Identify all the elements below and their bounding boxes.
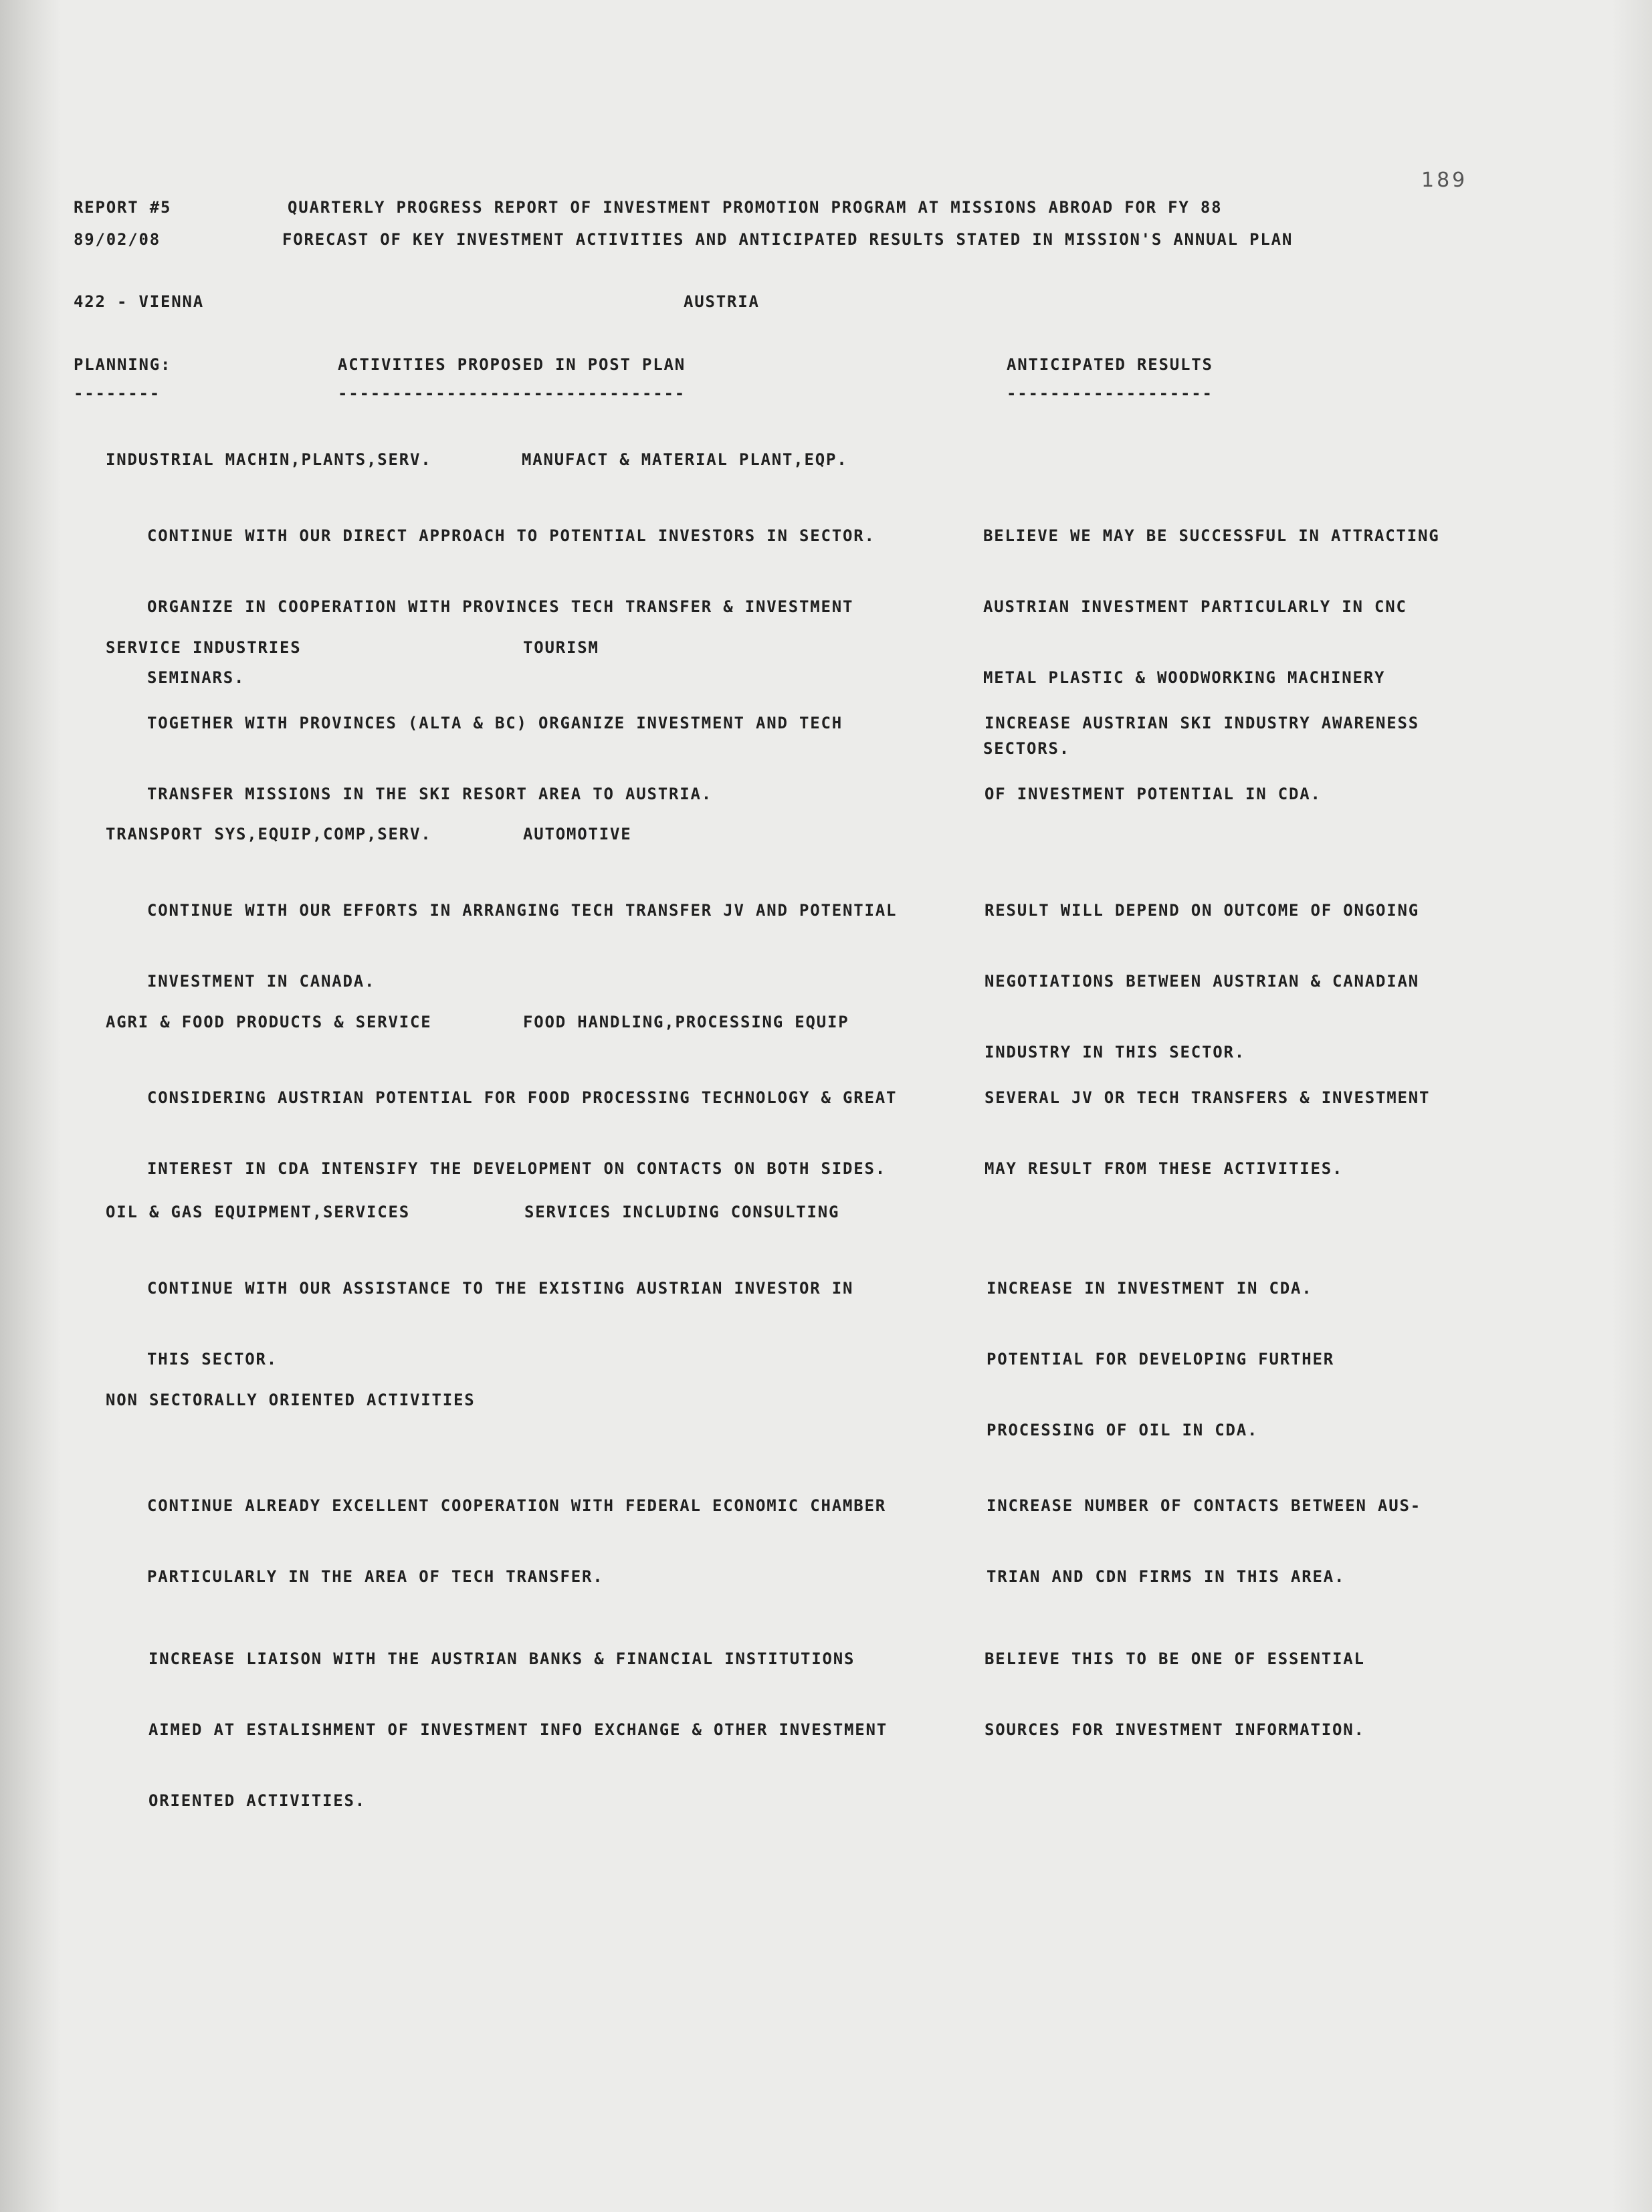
- activity-line: PARTICULARLY IN THE AREA OF TECH TRANSFER.: [147, 1567, 604, 1586]
- entry-result: [987, 1233, 1334, 1466]
- entry-sector: TRANSPORT SYS,EQUIP,COMP,SERV.: [106, 825, 432, 843]
- activity-line: INVESTMENT IN CANADA.: [147, 972, 376, 991]
- entry-result: [985, 1042, 1430, 1204]
- entry-subsector: AUTOMOTIVE: [523, 825, 632, 843]
- activities-column-heading: ACTIVITIES PROPOSED IN POST PLAN: [338, 355, 686, 374]
- result-line: INCREASE IN INVESTMENT IN CDA.: [987, 1279, 1313, 1298]
- activity-line: INCREASE LIAISON WITH THE AUSTRIAN BANKS & FINANCIAL INSTITUTIONS: [148, 1649, 855, 1668]
- report-id: REPORT #5: [74, 198, 172, 217]
- result-line: POTENTIAL FOR DEVELOPING FURTHER: [987, 1350, 1334, 1369]
- result-line: SEVERAL JV OR TECH TRANSFERS & INVESTMENT: [985, 1088, 1431, 1107]
- report-date: 89/02/08: [74, 230, 161, 249]
- non-sectoral-result: [985, 1603, 1365, 1765]
- activity-line: AIMED AT ESTALISHMENT OF INVESTMENT INFO EXCHANGE & OTHER INVESTMENT: [148, 1720, 888, 1739]
- activities-column-underline: --------------------------------: [338, 384, 686, 403]
- activity-line: CONTINUE WITH OUR EFFORTS IN ARRANGING TECH TRANSFER JV AND POTENTIAL: [147, 901, 898, 920]
- activity-line: CONTINUE WITH OUR DIRECT APPROACH TO POTENTIAL INVESTORS IN SECTOR.: [147, 526, 875, 545]
- activity-line: SEMINARS.: [147, 668, 245, 687]
- result-line: METAL PLASTIC & WOODWORKING MACHINERY: [983, 668, 1386, 687]
- result-line: PROCESSING OF OIL IN CDA.: [987, 1421, 1259, 1439]
- activity-line: THIS SECTOR.: [147, 1350, 278, 1369]
- result-line: RESULT WILL DEPEND ON OUTCOME OF ONGOING: [985, 901, 1419, 920]
- result-line: OF INVESTMENT POTENTIAL IN CDA.: [985, 785, 1322, 803]
- entry-subsector: FOOD HANDLING,PROCESSING EQUIP: [523, 1013, 849, 1031]
- result-line: BELIEVE THIS TO BE ONE OF ESSENTIAL: [985, 1649, 1365, 1668]
- country-name: AUSTRIA: [684, 292, 760, 311]
- result-line: BELIEVE WE MAY BE SUCCESSFUL IN ATTRACTING: [983, 526, 1440, 545]
- activity-line: INTEREST IN CDA INTENSIFY THE DEVELOPMENT ON CONTACTS ON BOTH SIDES.: [147, 1159, 886, 1178]
- entry-activity: [147, 668, 843, 829]
- entry-activity: [147, 855, 897, 1017]
- result-line: TRIAN AND CDN FIRMS IN THIS AREA.: [987, 1567, 1346, 1586]
- entry-activity: [147, 1233, 853, 1395]
- entry-sector: AGRI & FOOD PRODUCTS & SERVICE: [106, 1013, 432, 1031]
- non-sectoral-heading: NON SECTORALLY ORIENTED ACTIVITIES: [106, 1391, 476, 1409]
- report-title-line2: FORECAST OF KEY INVESTMENT ACTIVITIES AND ANTICIPATED RESULTS STATED IN MISSION'S ANNUAL PLAN: [282, 230, 1294, 249]
- activity-line: CONSIDERING AUSTRIAN POTENTIAL FOR FOOD PROCESSING TECHNOLOGY & GREAT: [147, 1088, 898, 1107]
- activity-line: CONTINUE ALREADY EXCELLENT COOPERATION WITH FEDERAL ECONOMIC CHAMBER: [147, 1496, 886, 1515]
- activity-line: TOGETHER WITH PROVINCES (ALTA & BC) ORGANIZE INVESTMENT AND TECH: [147, 714, 843, 732]
- result-line: SECTORS.: [983, 739, 1070, 758]
- entry-sector: SERVICE INDUSTRIES: [106, 638, 302, 657]
- result-line: MAY RESULT FROM THESE ACTIVITIES.: [985, 1159, 1344, 1178]
- mission-code: 422 - VIENNA: [74, 292, 204, 311]
- entry-subsector: TOURISM: [523, 638, 599, 657]
- entry-sector: INDUSTRIAL MACHIN,PLANTS,SERV.: [106, 450, 432, 469]
- result-line: INDUSTRY IN THIS SECTOR.: [985, 1043, 1245, 1062]
- non-sectoral-activity: [147, 1450, 886, 1612]
- non-sectoral-activity: [148, 1603, 888, 1836]
- non-sectoral-result: [987, 1450, 1421, 1612]
- planning-underline: --------: [74, 384, 161, 403]
- result-line: INCREASE NUMBER OF CONTACTS BETWEEN AUS-: [987, 1496, 1421, 1515]
- activity-line: CONTINUE WITH OUR ASSISTANCE TO THE EXISTING AUSTRIAN INVESTOR IN: [147, 1279, 854, 1298]
- results-column-heading: ANTICIPATED RESULTS: [1007, 355, 1213, 374]
- activity-line: TRANSFER MISSIONS IN THE SKI RESORT AREA TO AUSTRIA.: [147, 785, 712, 803]
- result-line: NEGOTIATIONS BETWEEN AUSTRIAN & CANADIAN: [985, 972, 1419, 991]
- page-edge-shadow: [0, 0, 60, 2212]
- activity-line: ORGANIZE IN COOPERATION WITH PROVINCES TECH TRANSFER & INVESTMENT: [147, 597, 854, 616]
- entry-subsector: SERVICES INCLUDING CONSULTING: [524, 1203, 840, 1221]
- results-column-underline: -------------------: [1007, 384, 1213, 403]
- entry-sector: OIL & GAS EQUIPMENT,SERVICES: [106, 1203, 410, 1221]
- result-line: INCREASE AUSTRIAN SKI INDUSTRY AWARENESS: [985, 714, 1419, 732]
- entry-activity: [147, 1042, 897, 1204]
- page-number: 189: [1421, 169, 1468, 192]
- result-line: AUSTRIAN INVESTMENT PARTICULARLY IN CNC: [983, 597, 1407, 616]
- entry-subsector: MANUFACT & MATERIAL PLANT,EQP.: [522, 450, 848, 469]
- entry-result: [985, 668, 1419, 829]
- activity-line: ORIENTED ACTIVITIES.: [148, 1791, 366, 1810]
- page-edge-shadow-right: [1612, 0, 1652, 2212]
- planning-label: PLANNING:: [74, 355, 172, 374]
- report-title-line1: QUARTERLY PROGRESS REPORT OF INVESTMENT PROMOTION PROGRAM AT MISSIONS ABROAD FOR FY 88: [288, 198, 1223, 217]
- result-line: SOURCES FOR INVESTMENT INFORMATION.: [985, 1720, 1365, 1739]
